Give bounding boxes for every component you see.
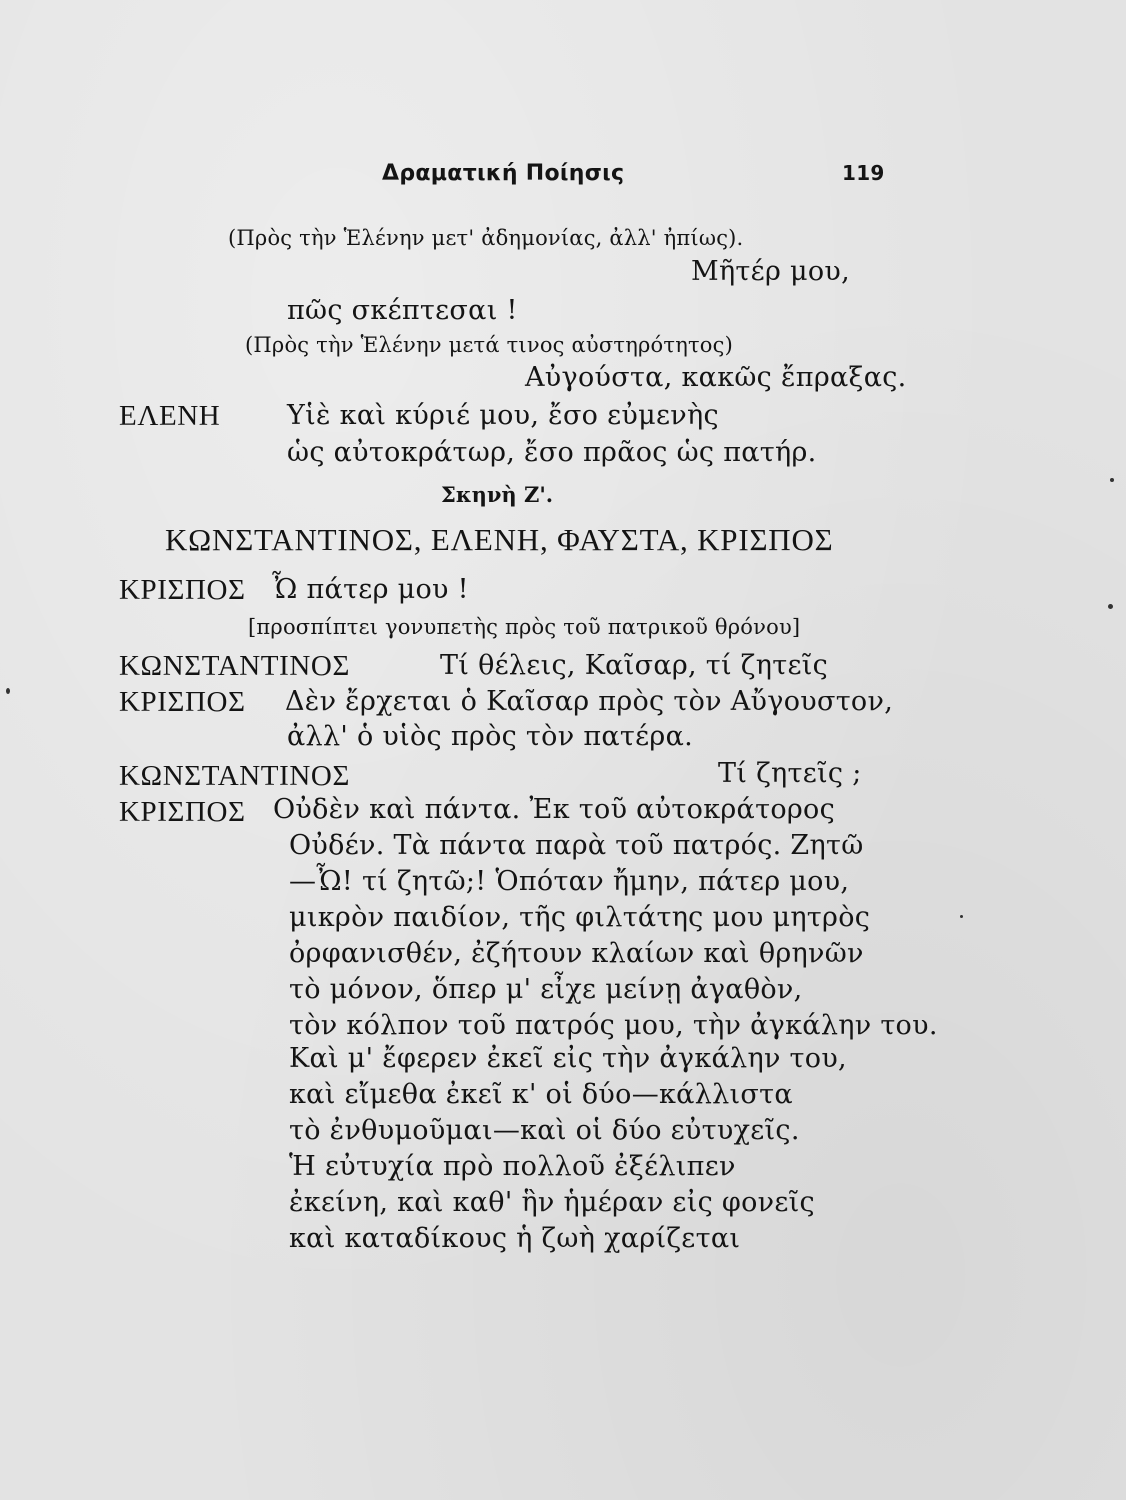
verse-line: ἐκείνη, καὶ καθ' ἣν ἡμέραν εἰς φονεῖς [289,1187,815,1218]
speaker-name: ΚΡΙΣΠΟΣ [119,796,246,828]
scene-characters: ΚΩΝΣΤΑΝΤΙΝΟΣ, ΕΛΕΝΗ, ΦΑΥΣΤΑ, ΚΡΙΣΠΟΣ [165,522,834,557]
verse-line: μικρὸν παιδίον, τῆς φιλτάτης μου μητρὸς [289,902,871,933]
verse-line: τὸ μόνον, ὅπερ μ' εἶχε μείνῃ ἀγαθὸν, [289,974,803,1005]
verse-line: —Ὦ! τί ζητῶ;! Ὁπόταν ἤμην, πάτερ μου, [289,866,850,897]
verse-line: Τί ζητεῖς ; [718,758,862,789]
stage-direction-3: [προσπίπτει γονυπετὴς πρὸς τοῦ πατρικοῦ θρόνου] [248,615,801,639]
verse-line: καὶ καταδίκους ἡ ζωὴ χαρίζεται [289,1223,741,1254]
verse-line: Οὐδέν. Τὰ πάντα παρὰ τοῦ πατρός. Ζητῶ [289,830,864,861]
paper-speck [1108,604,1113,609]
verse-line: Αὐγούστα, κακῶς ἔπραξας. [525,362,907,393]
speaker-name: ΚΩΝΣΤΑΝΤΙΝΟΣ [119,650,350,682]
speaker-name: ΕΛΕΝΗ [119,400,221,432]
stage-direction-1: (Πρὸς τὴν Ἑλένην μετ' ἀδημονίας, ἀλλ' ἠπίως). [228,226,744,250]
verse-line: Ἡ εὐτυχία πρὸ πολλοῦ ἐξέλιπεν [289,1151,736,1182]
paper-speck [1110,478,1114,482]
verse-line: ὡς αὐτοκράτωρ, ἔσο πρᾶος ὡς πατήρ. [287,437,817,468]
speaker-name: ΚΩΝΣΤΑΝΤΙΝΟΣ [119,760,350,792]
stage-direction-2: (Πρὸς τὴν Ἑλένην μετά τινος αὐστηρότητος) [245,333,734,357]
verse-line: ἀλλ' ὁ υἱὸς πρὸς τὸν πατέρα. [287,721,694,752]
verse-line: Οὐδὲν καὶ πάντα. Ἐκ τοῦ αὐτοκράτορος [273,794,836,825]
speaker-name: ΚΡΙΣΠΟΣ [119,686,246,718]
verse-line: Υἱὲ καὶ κύριέ μου, ἔσο εὐμενὴς [287,400,719,431]
scene-heading: Σκηνὴ Ζ'. [441,482,554,507]
verse-line: Μῆτέρ μου, [691,256,851,287]
verse-line: τὸ ἐνθυμοῦμαι—καὶ οἱ δύο εὐτυχεῖς. [289,1115,800,1146]
verse-line: Καὶ μ' ἔφερεν ἐκεῖ εἰς τὴν ἀγκάλην του, [289,1043,847,1074]
verse-line: Τί θέλεις, Καῖσαρ, τί ζητεῖς [440,650,829,681]
verse-line: πῶς σκέπτεσαι ! [287,295,518,326]
verse-line: καὶ εἴμεθα ἐκεῖ κ' οἱ δύο—κάλλιστα [289,1079,793,1110]
paper-speck [6,688,10,694]
verse-line: τὸν κόλπον τοῦ πατρός μου, τὴν ἀγκάλην του. [289,1010,938,1041]
verse-line: ὀρφανισθέν, ἐζήτουν κλαίων καὶ θρηνῶν [289,938,864,969]
page-number: 119 [842,161,885,185]
paper-speck [960,915,963,918]
verse-line: Δὲν ἔρχεται ὁ Καῖσαρ πρὸς τὸν Αὔγουστον, [285,686,894,717]
running-header-title: Δραματική Ποίησις [382,161,625,186]
verse-line: Ὦ πάτερ μου ! [272,574,469,605]
speaker-name: ΚΡΙΣΠΟΣ [119,574,246,606]
